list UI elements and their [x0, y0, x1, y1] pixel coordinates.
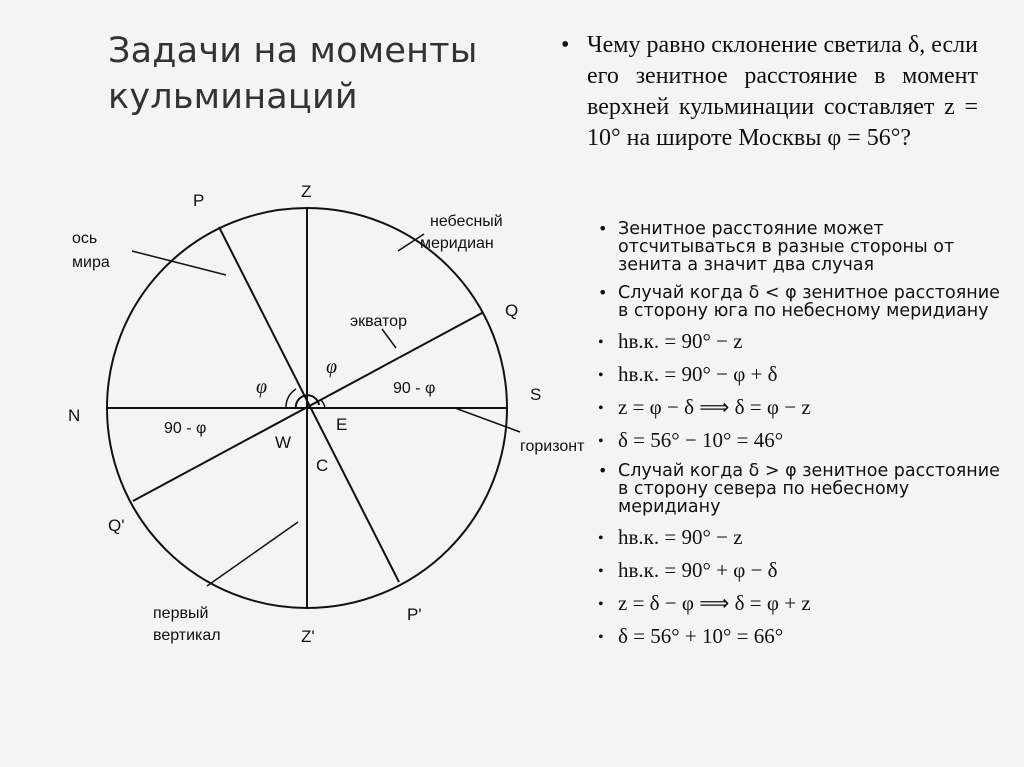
label-meridian: небесный меридиан: [420, 213, 503, 252]
label-vertikal: первый вертикал: [153, 605, 221, 644]
label-E: E: [336, 415, 348, 434]
question-text: Чему равно склонение светила δ, если его зенитное расстояние в момент верхней кульминации составляет z = 10° на широте Москвы φ = 56°?: [587, 32, 978, 151]
label-N: N: [68, 406, 81, 425]
bullet-icon: •: [561, 32, 570, 58]
formula-item: • z = φ − δ ⟹ δ = φ − z: [598, 396, 1008, 418]
label-90-phi-right: 90 - φ: [393, 380, 436, 397]
formula-item: • δ = 56° + 10° = 66°: [598, 625, 1008, 647]
formula-item: • z = δ − φ ⟹ δ = φ + z: [598, 592, 1008, 614]
formula-item: • hв.к. = 90° − z: [598, 526, 1008, 548]
label-Q-prime: Q': [108, 516, 125, 535]
vertikal-pointer: [207, 522, 298, 586]
label-90-phi-left: 90 - φ: [164, 420, 207, 437]
label-phi-left: φ: [256, 376, 268, 398]
formula-item: • hв.к. = 90° − z: [598, 330, 1008, 352]
label-phi-right: φ: [326, 356, 338, 378]
world-axis-line: [219, 227, 399, 582]
ekvator-pointer: [382, 329, 396, 348]
label-P-prime: P': [407, 605, 422, 624]
label-Q: Q: [505, 301, 519, 320]
label-gorizont: горизонт: [520, 438, 585, 455]
angle-arc: [286, 389, 296, 408]
list-item: • Зенитное расстояние может отсчитываться в разные стороны от зенита а значит два случая: [598, 220, 1008, 274]
formula-item: • hв.к. = 90° − φ + δ: [598, 363, 1008, 385]
label-ekvator: экватор: [350, 313, 407, 330]
label-W: W: [275, 433, 292, 452]
label-Z: Z: [301, 182, 312, 201]
label-C: C: [316, 456, 329, 475]
list-item: • Случай когда δ < φ зенитное расстояние в сторону юга по небесному меридиану: [598, 284, 1008, 320]
label-Z-prime: Z': [301, 627, 315, 646]
gorizont-pointer: [455, 408, 520, 432]
list-item: • Случай когда δ > φ зенитное расстояние в сторону севера по небесному меридиану: [598, 462, 1008, 516]
angle-arc: [321, 400, 325, 408]
label-S: S: [530, 385, 542, 404]
label-os-mira: ось мира: [72, 230, 110, 271]
label-P: P: [193, 191, 205, 210]
formula-item: • hв.к. = 90° + φ − δ: [598, 559, 1008, 581]
formula-item: • δ = 56° − 10° = 46°: [598, 429, 1008, 451]
slide-title: Задачи на моменты кульминаций: [108, 31, 478, 117]
